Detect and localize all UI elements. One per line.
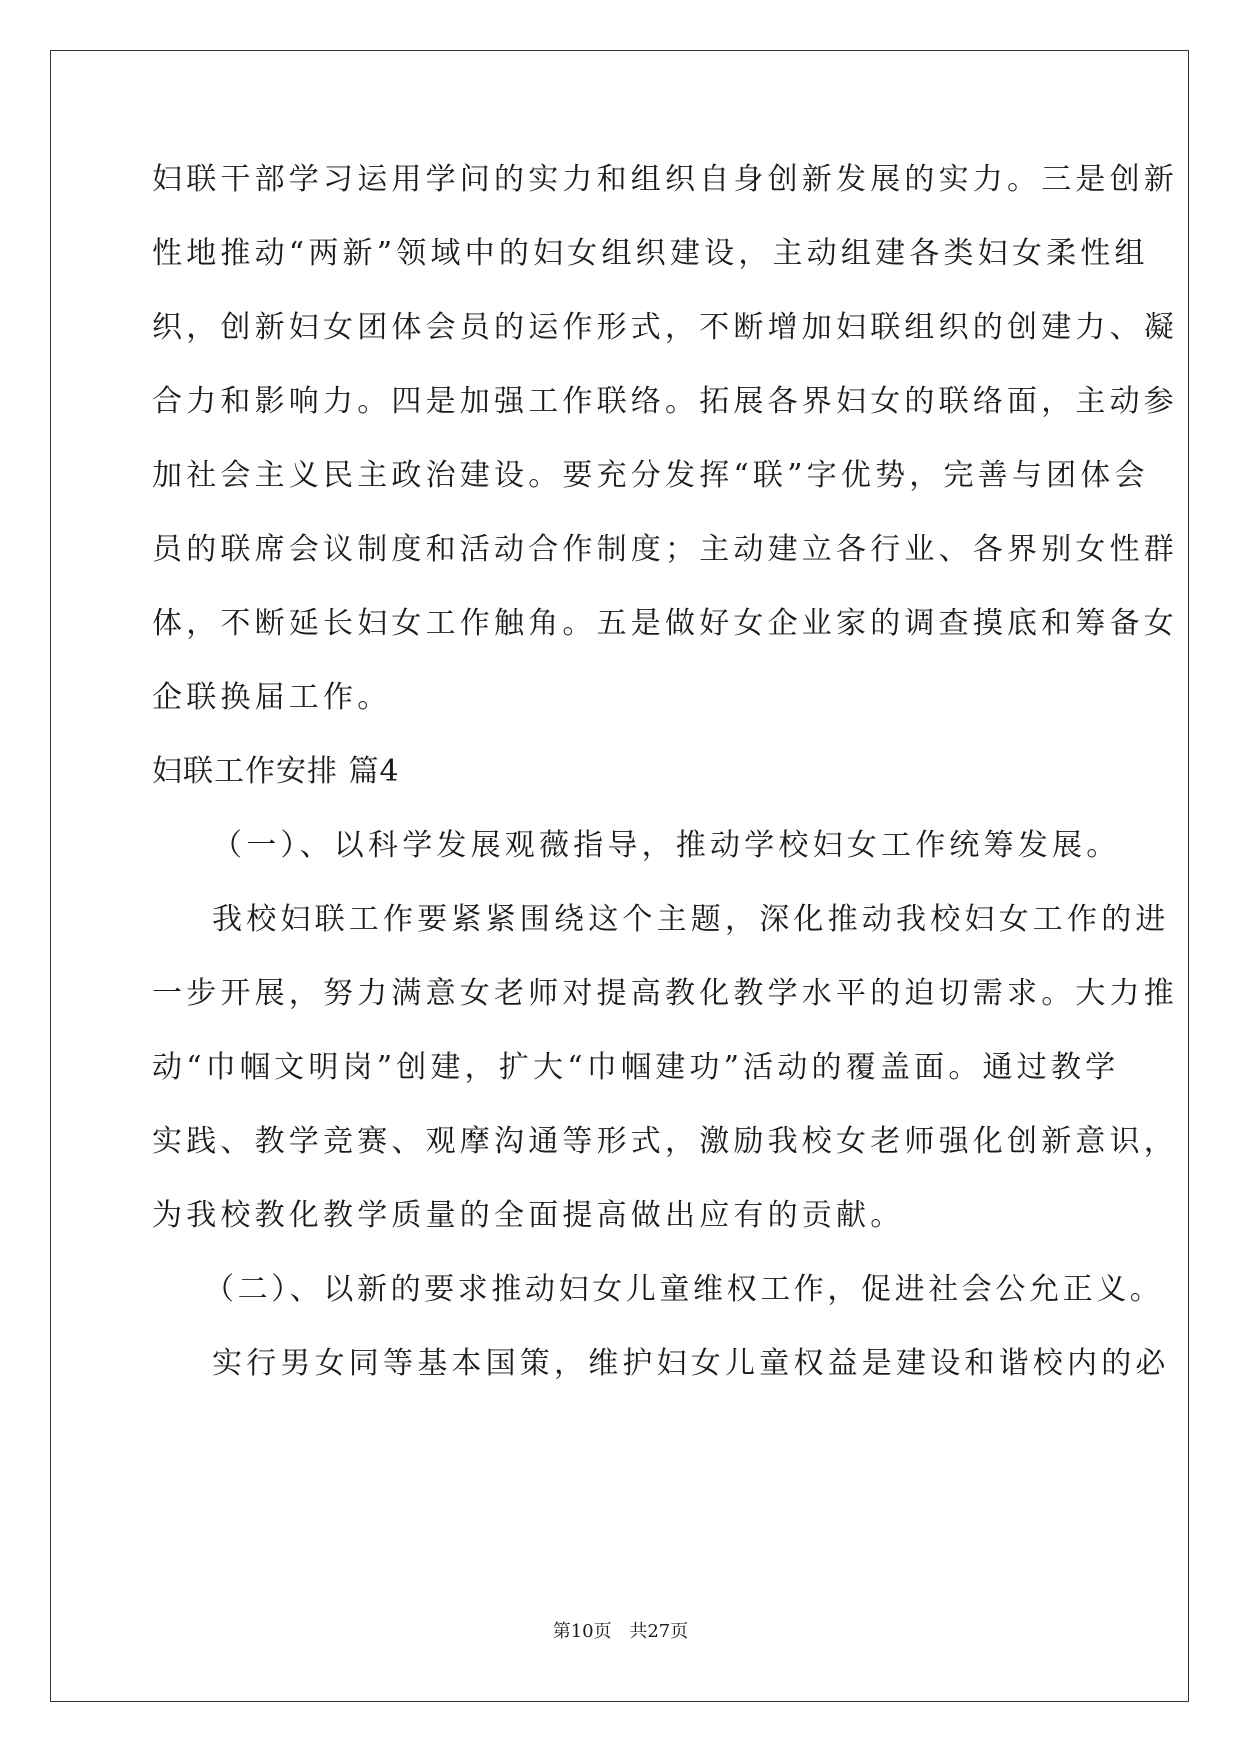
item-two-heading: （二）、以新的要求推动妇女儿童维权工作，促进社会公允正义。	[204, 1272, 1164, 1307]
paragraph-line: 动“巾帼文明岗”创建，扩大“巾帼建功”活动的覆盖面。通过教学	[152, 1050, 1120, 1085]
paragraph-line: 实践、教学竞赛、观摩沟通等形式，激励我校女老师强化创新意识，	[152, 1124, 1178, 1159]
paragraph-line: 为我校教化教学质量的全面提高做出应有的贡献。	[152, 1198, 905, 1233]
page-number-total: 共27页	[629, 1621, 689, 1642]
paragraph-line: 加社会主义民主政治建设。要充分发挥“联”字优势，完善与团体会	[152, 458, 1149, 493]
page-footer	[0, 1620, 1241, 1644]
paragraph-line: 员的联席会议制度和活动合作制度；主动建立各行业、各界别女性群	[152, 532, 1178, 567]
paragraph-line: 体，不断延长妇女工作触角。五是做好女企业家的调查摸底和筹备女	[152, 606, 1178, 641]
paragraph-line: 实行男女同等基本国策，维护妇女儿童权益是建设和谐校内的必	[212, 1346, 1170, 1381]
paragraph-line: 织，创新妇女团体会员的运作形式，不断增加妇联组织的创建力、凝	[152, 310, 1178, 345]
paragraph-line: 企联换届工作。	[152, 680, 392, 715]
paragraph-line: 我校妇联工作要紧紧围绕这个主题，深化推动我校妇女工作的进	[212, 902, 1170, 937]
page-number-current: 第10页	[552, 1621, 612, 1642]
paragraph-line: 一步开展，努力满意女老师对提高教化教学水平的迫切需求。大力推	[152, 976, 1178, 1011]
paragraph-line: 妇联干部学习运用学问的实力和组织自身创新发展的实力。三是创新	[152, 162, 1178, 197]
item-one-heading: （一）、以科学发展观薇指导，推动学校妇女工作统筹发展。	[212, 828, 1121, 863]
section-heading: 妇联工作安排 篇4	[152, 754, 400, 789]
paragraph-line: 合力和影响力。四是加强工作联络。拓展各界妇女的联络面，主动参	[152, 384, 1178, 419]
page-border	[50, 50, 1189, 1702]
paragraph-line: 性地推动“两新”领域中的妇女组织建设，主动组建各类妇女柔性组	[152, 236, 1149, 271]
